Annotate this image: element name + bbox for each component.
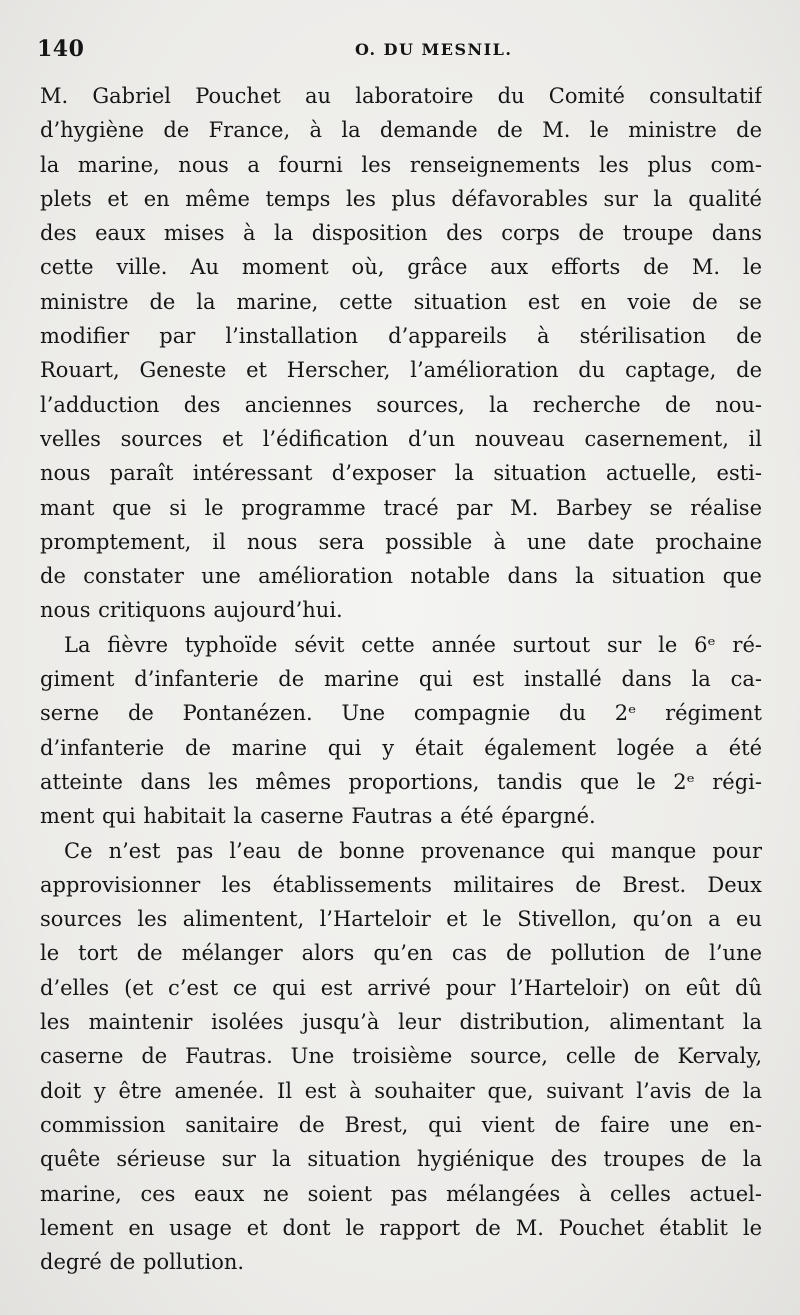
text-line: la marine, nous a fourni les renseignements les plus com-: [40, 152, 762, 177]
text-line: modifier par l’installation d’appareils à stérilisation de: [40, 324, 762, 349]
text-line: ministre de la marine, cette situation est en voie de se: [40, 289, 762, 314]
text-line: ment qui habitait la caserne Fautras a été épargné.: [40, 804, 596, 829]
text-line: quête sérieuse sur la situation hygiénique des troupes de la: [40, 1147, 762, 1172]
text-line: d’hygiène de France, à la demande de M. le ministre de: [40, 118, 762, 143]
text-line: lement en usage et dont le rapport de M. Pouchet établit le: [40, 1215, 762, 1240]
running-head: O. DU MESNIL.: [355, 40, 513, 59]
text-line: M. Gabriel Pouchet au laboratoire du Comité consultatif: [40, 84, 762, 108]
paragraph: [40, 79, 762, 628]
text-line: giment d’infanterie de marine qui est installé dans la ca-: [40, 667, 762, 692]
text-line: d’infanterie de marine qui y était également logée a été: [40, 735, 762, 760]
text-line: commission sanitaire de Brest, qui vient de faire une en-: [40, 1112, 762, 1137]
paragraph: [40, 834, 762, 1280]
text-line: promptement, il nous sera possible à une date prochaine: [40, 529, 762, 554]
text-line: sources les alimentent, l’Harteloir et le Stivellon, qu’on a eu: [40, 907, 762, 932]
text-line: doit y être amenée. Il est à souhaiter que, suivant l’avis de la: [40, 1078, 762, 1103]
text-line: des eaux mises à la disposition des corps de troupe dans: [40, 221, 762, 246]
text-line: plets et en même temps les plus défavorables sur la qualité: [40, 186, 762, 211]
text-line: le tort de mélanger alors qu’en cas de pollution de l’une: [40, 941, 762, 966]
text-line: cette ville. Au moment où, grâce aux efforts de M. le: [40, 255, 762, 280]
text-line: velles sources et l’édification d’un nouveau casernement, il: [40, 426, 762, 451]
text-line: serne de Pontanézen. Une compagnie du 2ᵉ régiment: [40, 701, 762, 726]
text-line: d’elles (et c’est ce qui est arrivé pour l’Harteloir) on eût dû: [40, 975, 762, 1000]
page-number: 140: [37, 36, 85, 62]
text-line: l’adduction des anciennes sources, la recherche de nou-: [40, 392, 762, 417]
text-line: caserne de Fautras. Une troisième source, celle de Kervaly,: [40, 1044, 762, 1069]
text-line: Rouart, Geneste et Herscher, l’amélioration du captage, de: [40, 358, 762, 383]
text-line: atteinte dans les mêmes proportions, tandis que le 2ᵉ régi-: [40, 769, 762, 794]
text-line: marine, ces eaux ne soient pas mélangées à celles actuel-: [40, 1181, 762, 1206]
page-header: [37, 36, 760, 66]
text-line: de constater une amélioration notable dans la situation que: [40, 564, 762, 589]
text-line: nous critiquons aujourd’hui.: [40, 598, 343, 623]
text-line: mant que si le programme tracé par M. Barbey se réalise: [40, 495, 762, 520]
body-text: [40, 79, 762, 1279]
text-line: degré de pollution.: [40, 1250, 245, 1275]
text-line: approvisionner les établissements militaires de Brest. Deux: [40, 872, 762, 897]
paragraph: [40, 628, 762, 834]
text-line: les maintenir isolées jusqu’à leur distribution, alimentant la: [40, 1010, 762, 1035]
text-line: Ce n’est pas l’eau de bonne provenance qui manque pour: [64, 838, 762, 863]
text-line: La fièvre typhoïde sévit cette année surtout sur le 6ᵉ ré-: [64, 632, 762, 657]
text-line: nous paraît intéressant d’exposer la situation actuelle, esti-: [40, 461, 762, 486]
